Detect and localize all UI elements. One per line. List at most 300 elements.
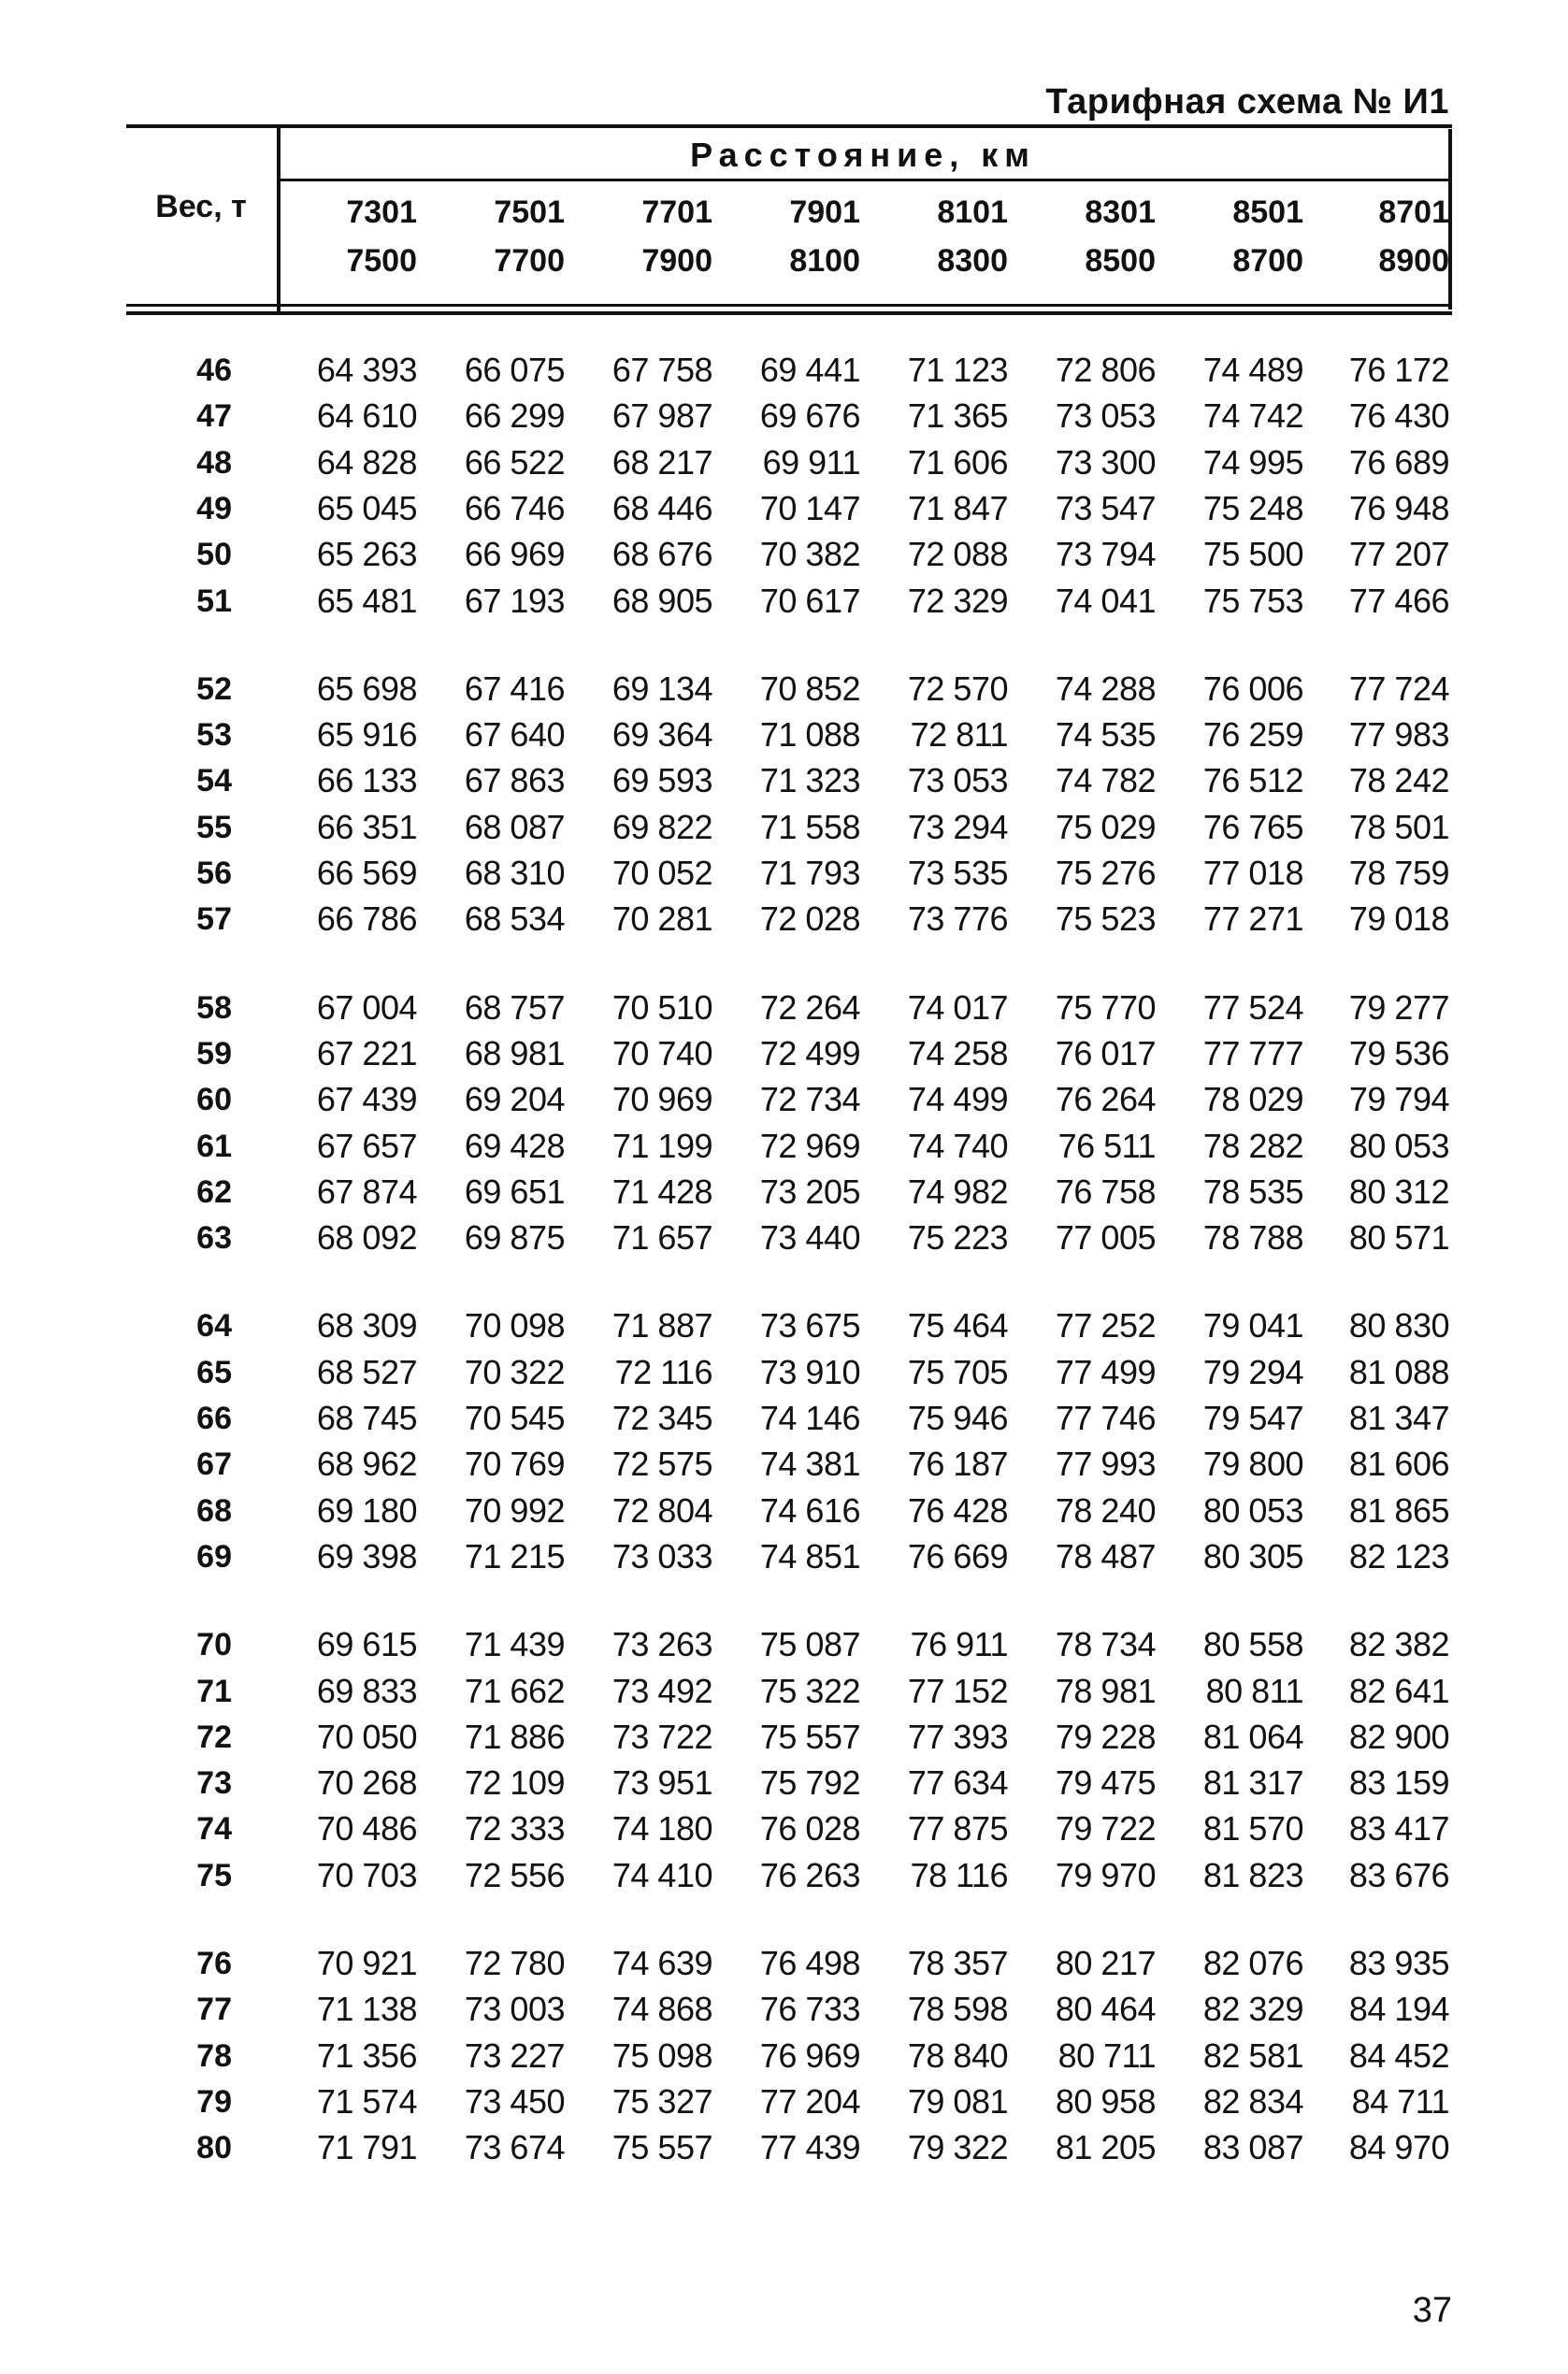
tariff-value-cell: 70 281 — [611, 899, 712, 939]
tariff-value-cell: 71 793 — [759, 854, 860, 892]
tariff-value-cell: 76 498 — [759, 1944, 860, 1982]
weight-cell: 75 — [196, 1857, 232, 1893]
tariff-value-cell: 75 327 — [611, 2081, 712, 2121]
weight-cell: 73 — [196, 1765, 232, 1802]
tariff-value-cell: 81 865 — [1348, 1490, 1449, 1530]
column-range-to: 7700 — [494, 243, 565, 279]
tariff-value-cell: 73 675 — [759, 1306, 860, 1345]
weight-cell: 54 — [196, 763, 232, 799]
tariff-value-cell: 71 088 — [759, 715, 860, 755]
tariff-value-cell: 79 041 — [1202, 1306, 1303, 1345]
tariff-value-cell: 75 500 — [1202, 535, 1303, 574]
weight-cell: 76 — [196, 1946, 232, 1981]
tariff-value-cell: 79 322 — [907, 2128, 1008, 2167]
tariff-value-cell: 64 610 — [316, 396, 417, 436]
column-range-to: 8500 — [1085, 243, 1156, 279]
weight-cell: 56 — [196, 856, 232, 891]
tariff-value-cell: 69 651 — [464, 1172, 565, 1211]
tariff-value-cell: 78 759 — [1348, 854, 1449, 892]
tariff-value-cell: 77 439 — [759, 2128, 860, 2167]
tariff-value-cell: 79 722 — [1055, 1809, 1156, 1849]
tariff-value-cell: 74 782 — [1055, 761, 1156, 800]
tariff-value-cell: 67 004 — [316, 987, 417, 1027]
tariff-value-cell: 70 098 — [464, 1306, 565, 1345]
tariff-value-cell: 73 910 — [759, 1352, 860, 1391]
tariff-value-cell: 75 098 — [611, 2036, 712, 2075]
tariff-value-cell: 77 777 — [1202, 1033, 1303, 1072]
tariff-value-cell: 76 689 — [1348, 442, 1449, 482]
tariff-value-cell: 70 617 — [759, 581, 860, 620]
weight-cell: 59 — [196, 1035, 232, 1072]
tariff-value-cell: 74 868 — [611, 1990, 712, 2029]
tariff-value-cell: 75 087 — [759, 1625, 860, 1664]
tariff-value-cell: 77 152 — [907, 1671, 1008, 1710]
tariff-value-cell: 76 172 — [1348, 351, 1449, 389]
tariff-value-cell: 78 357 — [907, 1944, 1008, 1982]
weight-header: Вес, т — [155, 189, 247, 224]
tariff-value-cell: 64 828 — [316, 442, 417, 482]
weight-cell: 71 — [196, 1673, 232, 1709]
tariff-value-cell: 66 522 — [464, 442, 565, 482]
tariff-value-cell: 80 053 — [1202, 1490, 1303, 1530]
tariff-value-cell: 71 123 — [907, 351, 1008, 389]
tariff-value-cell: 72 345 — [611, 1399, 712, 1437]
tariff-value-cell: 80 464 — [1055, 1990, 1156, 2029]
tariff-value-cell: 70 703 — [316, 1855, 417, 1894]
tariff-value-cell: 79 970 — [1055, 1855, 1156, 1894]
tariff-value-cell: 82 382 — [1348, 1625, 1449, 1664]
weight-cell: 53 — [196, 717, 232, 754]
tariff-value-cell: 75 753 — [1202, 581, 1303, 620]
tariff-value-cell: 78 535 — [1202, 1172, 1303, 1211]
weight-cell: 74 — [196, 1811, 232, 1848]
tariff-value-cell: 72 116 — [614, 1352, 712, 1391]
tariff-value-cell: 77 252 — [1055, 1306, 1156, 1345]
tariff-value-cell: 77 993 — [1055, 1445, 1156, 1484]
tariff-value-cell: 71 138 — [316, 1990, 417, 2029]
weight-cell: 66 — [196, 1401, 232, 1436]
tariff-value-cell: 74 499 — [907, 1080, 1008, 1119]
tariff-value-cell: 77 018 — [1202, 854, 1303, 892]
tariff-value-cell: 72 734 — [759, 1080, 860, 1119]
tariff-value-cell: 79 475 — [1055, 1763, 1156, 1803]
column-range-to: 7900 — [641, 243, 712, 279]
tariff-value-cell: 68 757 — [464, 987, 565, 1027]
tariff-value-cell: 79 277 — [1348, 987, 1449, 1027]
tariff-value-cell: 84 711 — [1351, 2081, 1449, 2121]
tariff-value-cell: 76 430 — [1348, 396, 1449, 436]
tariff-value-cell: 79 228 — [1055, 1717, 1156, 1756]
tariff-value-cell: 75 946 — [907, 1399, 1008, 1437]
tariff-value-cell: 74 146 — [759, 1399, 860, 1437]
tariff-value-cell: 69 428 — [464, 1126, 565, 1165]
tariff-value-cell: 75 464 — [907, 1306, 1008, 1345]
tariff-value-cell: 77 983 — [1348, 715, 1449, 755]
tariff-value-cell: 83 676 — [1348, 1855, 1449, 1894]
tariff-value-cell: 68 676 — [611, 535, 712, 574]
tariff-value-cell: 82 581 — [1202, 2036, 1303, 2075]
tariff-value-cell: 66 786 — [316, 899, 417, 939]
tariff-value-cell: 68 217 — [611, 442, 712, 482]
tariff-value-cell: 78 029 — [1202, 1080, 1303, 1119]
tariff-value-cell: 68 310 — [464, 854, 565, 892]
tariff-value-cell: 70 852 — [759, 669, 860, 708]
tariff-value-cell: 69 833 — [316, 1671, 417, 1710]
tariff-value-cell: 74 742 — [1202, 396, 1303, 436]
tariff-value-cell: 72 575 — [611, 1445, 712, 1484]
tariff-value-cell: 71 199 — [611, 1126, 712, 1165]
tariff-value-cell: 74 410 — [611, 1855, 712, 1894]
column-range-to: 8700 — [1232, 243, 1303, 279]
tariff-value-cell: 71 558 — [759, 807, 860, 846]
tariff-value-cell: 73 440 — [759, 1218, 860, 1258]
weight-cell: 63 — [196, 1220, 232, 1257]
tariff-value-cell: 65 698 — [316, 669, 417, 708]
tariff-value-cell: 67 863 — [464, 761, 565, 800]
tariff-value-cell: 72 109 — [464, 1763, 565, 1803]
table-top-rule — [126, 124, 1452, 128]
tariff-value-cell: 77 393 — [907, 1717, 1008, 1756]
tariff-value-cell: 67 657 — [316, 1126, 417, 1165]
tariff-value-cell: 75 770 — [1055, 987, 1156, 1027]
tariff-value-cell: 77 005 — [1055, 1218, 1156, 1258]
weight-cell: 52 — [196, 670, 232, 707]
tariff-value-cell: 76 512 — [1202, 761, 1303, 800]
tariff-value-cell: 66 746 — [464, 488, 565, 527]
tariff-value-cell: 76 758 — [1055, 1172, 1156, 1211]
weight-cell: 70 — [196, 1627, 232, 1663]
weight-cell: 68 — [196, 1492, 232, 1529]
tariff-value-cell: 80 811 — [1205, 1671, 1303, 1710]
tariff-value-cell: 76 428 — [907, 1490, 1008, 1530]
tariff-value-cell: 81 347 — [1348, 1399, 1449, 1437]
tariff-value-cell: 73 227 — [464, 2036, 565, 2075]
tariff-value-cell: 65 481 — [316, 581, 417, 620]
column-range-from: 7701 — [641, 194, 712, 230]
tariff-value-cell: 71 662 — [464, 1671, 565, 1710]
tariff-value-cell: 84 452 — [1348, 2036, 1449, 2075]
weight-cell: 48 — [196, 444, 232, 481]
tariff-value-cell: 73 776 — [907, 899, 1008, 939]
tariff-value-cell: 74 180 — [611, 1809, 712, 1849]
tariff-value-cell: 80 217 — [1055, 1944, 1156, 1982]
weight-cell: 67 — [196, 1446, 232, 1483]
tariff-value-cell: 77 524 — [1202, 987, 1303, 1027]
tariff-value-cell: 81 606 — [1348, 1445, 1449, 1484]
tariff-value-cell: 67 987 — [611, 396, 712, 436]
weight-cell: 77 — [196, 1992, 232, 2028]
range-header: Расстояние, км — [690, 136, 1036, 174]
header-rule-2 — [126, 311, 1452, 315]
tariff-value-cell: 77 746 — [1055, 1399, 1156, 1437]
tariff-value-cell: 78 840 — [907, 2036, 1008, 2075]
tariff-value-cell: 75 223 — [907, 1218, 1008, 1258]
tariff-value-cell: 74 535 — [1055, 715, 1156, 755]
tariff-value-cell: 73 547 — [1055, 488, 1156, 527]
tariff-value-cell: 71 574 — [316, 2081, 417, 2121]
tariff-value-cell: 71 791 — [316, 2128, 417, 2167]
tariff-value-cell: 78 282 — [1202, 1126, 1303, 1165]
tariff-value-cell: 79 547 — [1202, 1399, 1303, 1437]
tariff-value-cell: 68 534 — [464, 899, 565, 939]
tariff-value-cell: 71 356 — [316, 2036, 417, 2075]
tariff-value-cell: 80 571 — [1348, 1218, 1449, 1258]
tariff-value-cell: 76 264 — [1055, 1080, 1156, 1119]
page-number: 37 — [1412, 2291, 1452, 2330]
tariff-value-cell: 78 598 — [907, 1990, 1008, 2029]
tariff-value-cell: 76 911 — [910, 1625, 1008, 1664]
scheme-title: Тарифная схема № И1 — [1045, 82, 1449, 122]
tariff-value-cell: 79 536 — [1348, 1033, 1449, 1072]
tariff-value-cell: 82 329 — [1202, 1990, 1303, 2029]
tariff-value-cell: 74 616 — [759, 1490, 860, 1530]
tariff-value-cell: 66 351 — [316, 807, 417, 846]
tariff-value-cell: 73 794 — [1055, 535, 1156, 574]
tariff-value-cell: 84 194 — [1348, 1990, 1449, 2029]
tariff-value-cell: 74 288 — [1055, 669, 1156, 708]
tariff-value-cell: 80 305 — [1202, 1536, 1303, 1575]
tariff-value-cell: 77 204 — [759, 2081, 860, 2121]
tariff-value-cell: 69 875 — [464, 1218, 565, 1258]
tariff-value-cell: 83 087 — [1202, 2128, 1303, 2167]
tariff-value-cell: 72 333 — [464, 1809, 565, 1849]
tariff-value-cell: 74 489 — [1202, 351, 1303, 389]
weight-cell: 72 — [196, 1719, 232, 1755]
tariff-value-cell: 72 556 — [464, 1855, 565, 1894]
tariff-value-cell: 71 365 — [907, 396, 1008, 436]
tariff-value-cell: 70 052 — [611, 854, 712, 892]
tariff-value-cell: 67 874 — [316, 1172, 417, 1211]
column-range-from: 8501 — [1232, 194, 1303, 230]
tariff-value-cell: 78 487 — [1055, 1536, 1156, 1575]
tariff-value-cell: 78 734 — [1055, 1625, 1156, 1664]
tariff-value-cell: 68 527 — [316, 1352, 417, 1391]
tariff-value-cell: 67 416 — [464, 669, 565, 708]
tariff-value-cell: 70 322 — [464, 1352, 565, 1391]
tariff-value-cell: 71 887 — [611, 1306, 712, 1345]
tariff-value-cell: 76 969 — [759, 2036, 860, 2075]
tariff-value-cell: 70 268 — [316, 1763, 417, 1803]
tariff-value-cell: 81 064 — [1202, 1717, 1303, 1756]
tariff-value-cell: 71 439 — [464, 1625, 565, 1664]
tariff-value-cell: 69 134 — [611, 669, 712, 708]
tariff-value-cell: 66 133 — [316, 761, 417, 800]
tariff-value-cell: 73 300 — [1055, 442, 1156, 482]
tariff-value-cell: 69 615 — [316, 1625, 417, 1664]
tariff-value-cell: 68 092 — [316, 1218, 417, 1258]
tariff-value-cell: 81 570 — [1202, 1809, 1303, 1849]
tariff-value-cell: 79 018 — [1348, 899, 1449, 939]
tariff-value-cell: 68 981 — [464, 1033, 565, 1072]
tariff-value-cell: 75 557 — [611, 2128, 712, 2167]
tariff-value-cell: 67 221 — [316, 1033, 417, 1072]
tariff-value-cell: 73 674 — [464, 2128, 565, 2167]
weight-cell: 57 — [196, 901, 232, 938]
tariff-value-cell: 75 322 — [759, 1671, 860, 1710]
tariff-value-cell: 72 806 — [1055, 351, 1156, 389]
tariff-value-cell: 83 159 — [1348, 1763, 1449, 1803]
column-range-from: 8301 — [1085, 194, 1156, 230]
tariff-value-cell: 83 935 — [1348, 1944, 1449, 1982]
tariff-value-cell: 78 240 — [1055, 1490, 1156, 1530]
tariff-value-cell: 70 510 — [611, 987, 712, 1027]
weight-cell: 51 — [196, 583, 232, 619]
tariff-value-cell: 73 053 — [907, 761, 1008, 800]
tariff-value-cell: 72 264 — [759, 987, 860, 1027]
weight-cell: 69 — [196, 1538, 232, 1575]
tariff-value-cell: 70 769 — [464, 1445, 565, 1484]
tariff-value-cell: 69 398 — [316, 1536, 417, 1575]
weight-cell: 46 — [196, 353, 232, 388]
tariff-value-cell: 72 804 — [611, 1490, 712, 1530]
tariff-value-cell: 66 299 — [464, 396, 565, 436]
tariff-value-cell: 82 834 — [1202, 2081, 1303, 2121]
tariff-value-cell: 72 329 — [907, 581, 1008, 620]
tariff-value-cell: 71 847 — [907, 488, 1008, 527]
column-range-to: 8900 — [1378, 243, 1449, 279]
tariff-value-cell: 81 317 — [1202, 1763, 1303, 1803]
tariff-value-cell: 72 780 — [464, 1944, 565, 1982]
tariff-value-cell: 77 724 — [1348, 669, 1449, 708]
column-range-from: 8101 — [937, 194, 1008, 230]
tariff-value-cell: 74 381 — [759, 1445, 860, 1484]
tariff-value-cell: 65 263 — [316, 535, 417, 574]
tariff-value-cell: 77 271 — [1202, 899, 1303, 939]
tariff-value-cell: 74 017 — [907, 987, 1008, 1027]
tariff-value-cell: 68 905 — [611, 581, 712, 620]
tariff-value-cell: 74 258 — [907, 1033, 1008, 1072]
tariff-value-cell: 75 276 — [1055, 854, 1156, 892]
weight-cell: 50 — [196, 537, 232, 573]
weight-cell: 64 — [196, 1308, 232, 1345]
tariff-value-cell: 76 948 — [1348, 488, 1449, 527]
tariff-value-cell: 69 204 — [464, 1080, 565, 1119]
tariff-value-cell: 79 081 — [907, 2081, 1008, 2121]
tariff-value-cell: 67 640 — [464, 715, 565, 755]
tariff-value-cell: 82 900 — [1348, 1717, 1449, 1756]
tariff-value-cell: 71 657 — [611, 1218, 712, 1258]
tariff-value-cell: 67 193 — [464, 581, 565, 620]
tariff-value-cell: 69 822 — [611, 807, 712, 846]
tariff-value-cell: 76 028 — [759, 1809, 860, 1849]
weight-cell: 47 — [196, 398, 232, 435]
tariff-value-cell: 75 248 — [1202, 488, 1303, 527]
tariff-value-cell: 74 041 — [1055, 581, 1156, 620]
tariff-value-cell: 70 147 — [759, 488, 860, 527]
tariff-value-cell: 72 570 — [907, 669, 1008, 708]
tariff-value-cell: 77 466 — [1348, 581, 1449, 620]
tariff-value-cell: 69 441 — [759, 351, 860, 389]
column-range-from: 7501 — [494, 194, 565, 230]
tariff-value-cell: 84 970 — [1348, 2128, 1449, 2167]
tariff-value-cell: 77 634 — [907, 1763, 1008, 1803]
tariff-value-cell: 69 364 — [611, 715, 712, 755]
weight-cell: 62 — [196, 1173, 232, 1210]
tariff-value-cell: 66 569 — [316, 854, 417, 892]
tariff-value-cell: 68 309 — [316, 1306, 417, 1345]
tariff-value-cell: 73 205 — [759, 1172, 860, 1211]
tariff-value-cell: 77 875 — [907, 1809, 1008, 1849]
tariff-value-cell: 71 606 — [907, 442, 1008, 482]
tariff-value-cell: 76 263 — [759, 1855, 860, 1894]
tariff-value-cell: 75 792 — [759, 1763, 860, 1803]
tariff-value-cell: 67 439 — [316, 1080, 417, 1119]
tariff-value-cell: 72 811 — [910, 715, 1008, 755]
tariff-value-cell: 76 511 — [1057, 1126, 1156, 1165]
tariff-value-cell: 75 523 — [1055, 899, 1156, 939]
tariff-value-cell: 70 921 — [316, 1944, 417, 1982]
tariff-value-cell: 80 711 — [1057, 2036, 1156, 2075]
weight-cell: 78 — [196, 2037, 232, 2074]
tariff-value-cell: 70 969 — [611, 1080, 712, 1119]
tariff-value-cell: 70 486 — [316, 1809, 417, 1849]
tariff-value-cell: 78 788 — [1202, 1218, 1303, 1258]
column-range-to: 8100 — [789, 243, 860, 279]
tariff-value-cell: 73 450 — [464, 2081, 565, 2121]
tariff-value-cell: 78 501 — [1348, 807, 1449, 846]
tariff-value-cell: 66 075 — [464, 351, 565, 389]
tariff-value-cell: 82 641 — [1348, 1671, 1449, 1710]
weight-cell: 80 — [196, 2130, 232, 2166]
tariff-value-cell: 73 951 — [611, 1763, 712, 1803]
tariff-value-cell: 83 417 — [1348, 1809, 1449, 1849]
tariff-value-cell: 69 180 — [316, 1490, 417, 1530]
tariff-value-cell: 80 312 — [1348, 1172, 1449, 1211]
weight-cell: 60 — [196, 1082, 232, 1118]
tariff-value-cell: 69 593 — [611, 761, 712, 800]
tariff-value-cell: 73 294 — [907, 807, 1008, 846]
tariff-value-cell: 68 087 — [464, 807, 565, 846]
weight-cell: 49 — [196, 490, 232, 526]
tariff-value-cell: 78 981 — [1055, 1671, 1156, 1710]
tariff-value-cell: 75 029 — [1055, 807, 1156, 846]
tariff-value-cell: 71 215 — [464, 1536, 565, 1575]
tariff-value-cell: 76 733 — [759, 1990, 860, 2029]
tariff-value-cell: 73 033 — [611, 1536, 712, 1575]
tariff-value-cell: 80 830 — [1348, 1306, 1449, 1345]
tariff-value-cell: 72 028 — [759, 899, 860, 939]
tariff-value-cell: 75 705 — [907, 1352, 1008, 1391]
tariff-value-cell: 72 499 — [759, 1033, 860, 1072]
tariff-value-cell: 81 823 — [1202, 1855, 1303, 1894]
weight-cell: 79 — [196, 2083, 232, 2120]
tariff-value-cell: 70 050 — [316, 1717, 417, 1756]
tariff-value-cell: 71 323 — [759, 761, 860, 800]
tariff-value-cell: 69 911 — [762, 442, 860, 482]
tariff-value-cell: 81 205 — [1055, 2128, 1156, 2167]
tariff-value-cell: 76 259 — [1202, 715, 1303, 755]
tariff-value-cell: 72 088 — [907, 535, 1008, 574]
tariff-value-cell: 70 545 — [464, 1399, 565, 1437]
tariff-value-cell: 75 557 — [759, 1717, 860, 1756]
tariff-value-cell: 80 558 — [1202, 1625, 1303, 1664]
tariff-value-cell: 77 207 — [1348, 535, 1449, 574]
column-range-from: 7301 — [346, 194, 417, 230]
tariff-value-cell: 74 982 — [907, 1172, 1008, 1211]
tariff-value-cell: 73 492 — [611, 1671, 712, 1710]
column-range-to: 7500 — [346, 243, 417, 279]
tariff-value-cell: 70 992 — [464, 1490, 565, 1530]
tariff-value-cell: 78 242 — [1348, 761, 1449, 800]
tariff-value-cell: 68 446 — [611, 488, 712, 527]
tariff-value-cell: 64 393 — [316, 351, 417, 389]
weight-cell: 55 — [196, 809, 232, 845]
tariff-value-cell: 81 088 — [1348, 1352, 1449, 1391]
weight-cell: 65 — [196, 1354, 232, 1390]
tariff-value-cell: 73 003 — [464, 1990, 565, 2029]
tariff-value-cell: 74 995 — [1202, 442, 1303, 482]
tariff-value-cell: 72 969 — [759, 1126, 860, 1165]
